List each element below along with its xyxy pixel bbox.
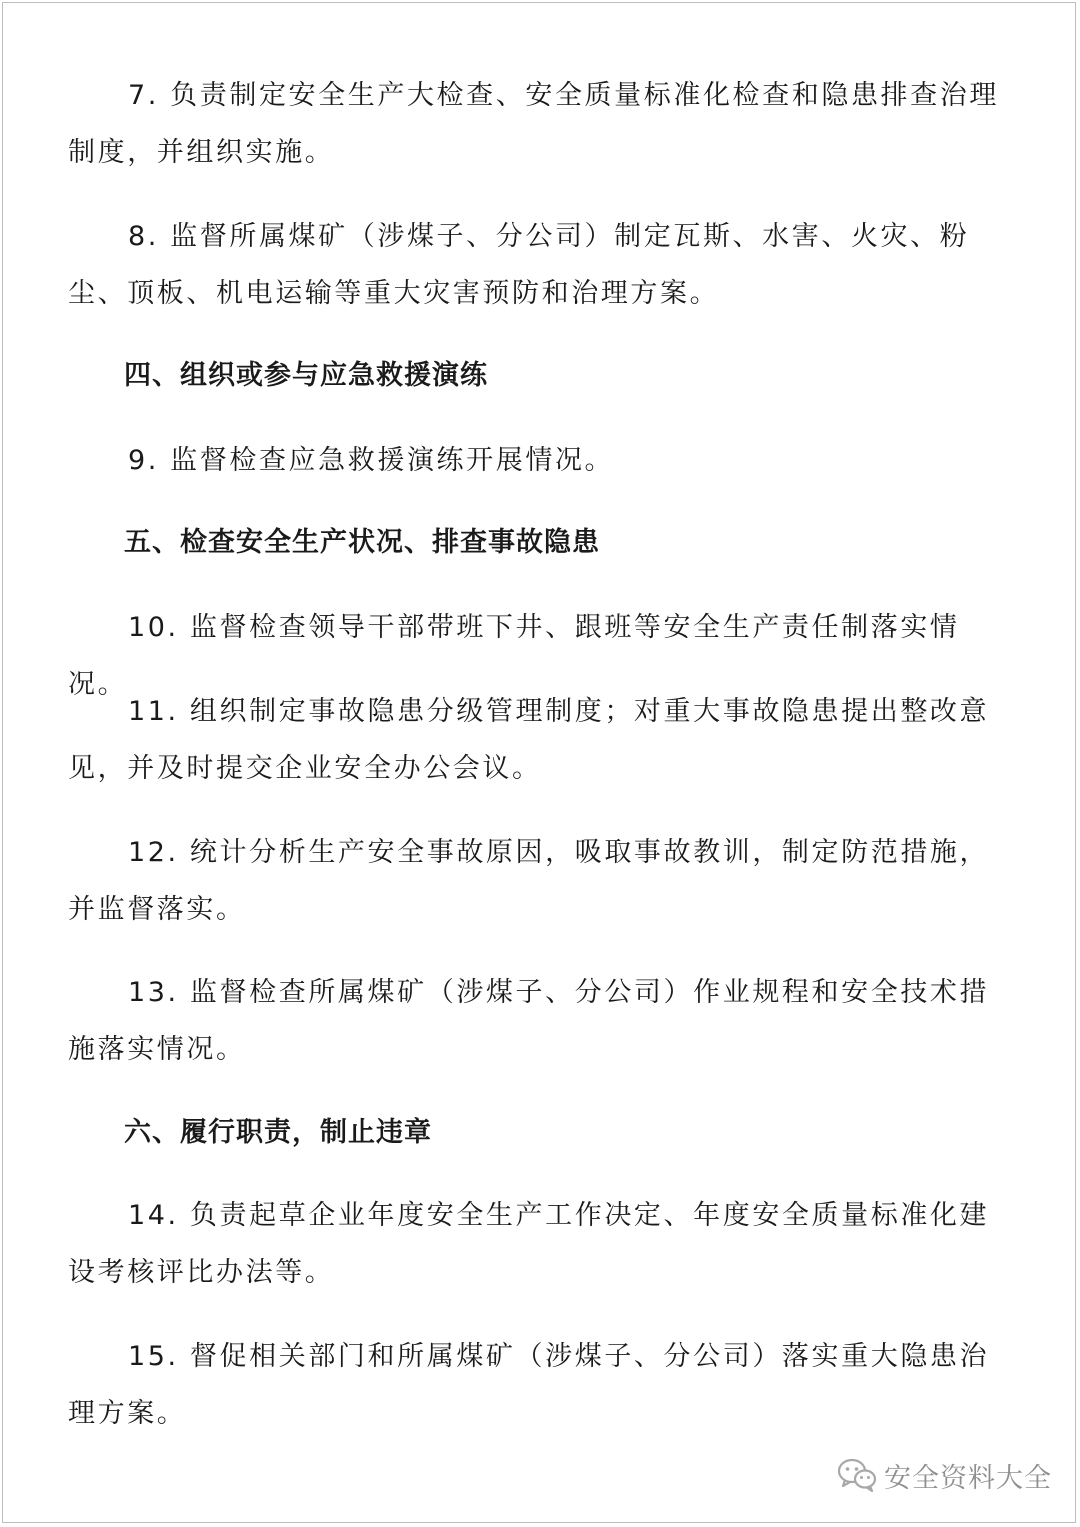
section-heading-6: 六、履行职责，制止违章 <box>124 1117 432 1148</box>
paragraph-item-14: 14. 负责起草企业年度安全生产工作决定、年度安全质量标准化建设考核评比办法等。 <box>68 1200 990 1288</box>
paragraph-item-12: 12. 统计分析生产安全事故原因，吸取事故教训，制定防范措施，并监督落实。 <box>68 837 990 925</box>
paragraph-item-9: 9. 监督检查应急救援演练开展情况。 <box>128 445 615 476</box>
paragraph-item-8: 8. 监督所属煤矿（涉煤子、分公司）制定瓦斯、水害、火灾、粉尘、顶板、机电运输等重大灾害预防和治理方案。 <box>68 221 970 309</box>
paragraph-item-13: 13. 监督检查所属煤矿（涉煤子、分公司）作业规程和安全技术措施落实情况。 <box>68 977 990 1065</box>
paragraph-item-15: 15. 督促相关部门和所属煤矿（涉煤子、分公司）落实重大隐患治理方案。 <box>68 1341 990 1429</box>
section-heading-5: 五、检查安全生产状况、排查事故隐患 <box>124 527 600 558</box>
watermark-text: 安全资料大全 <box>884 1462 1052 1494</box>
paragraph-item-7: 7. 负责制定安全生产大检查、安全质量标准化检查和隐患排查治理制度，并组织实施。 <box>68 80 999 168</box>
section-heading-4: 四、组织或参与应急救援演练 <box>124 360 488 391</box>
watermark <box>836 1455 1052 1495</box>
paragraph-item-10: 10. 监督检查领导干部带班下井、跟班等安全生产责任制落实情况。 <box>68 612 960 700</box>
wechat-icon <box>836 1455 878 1495</box>
paragraph-item-11: 11. 组织制定事故隐患分级管理制度；对重大事故隐患提出整改意见，并及时提交企业安全办公会议。 <box>68 696 990 784</box>
